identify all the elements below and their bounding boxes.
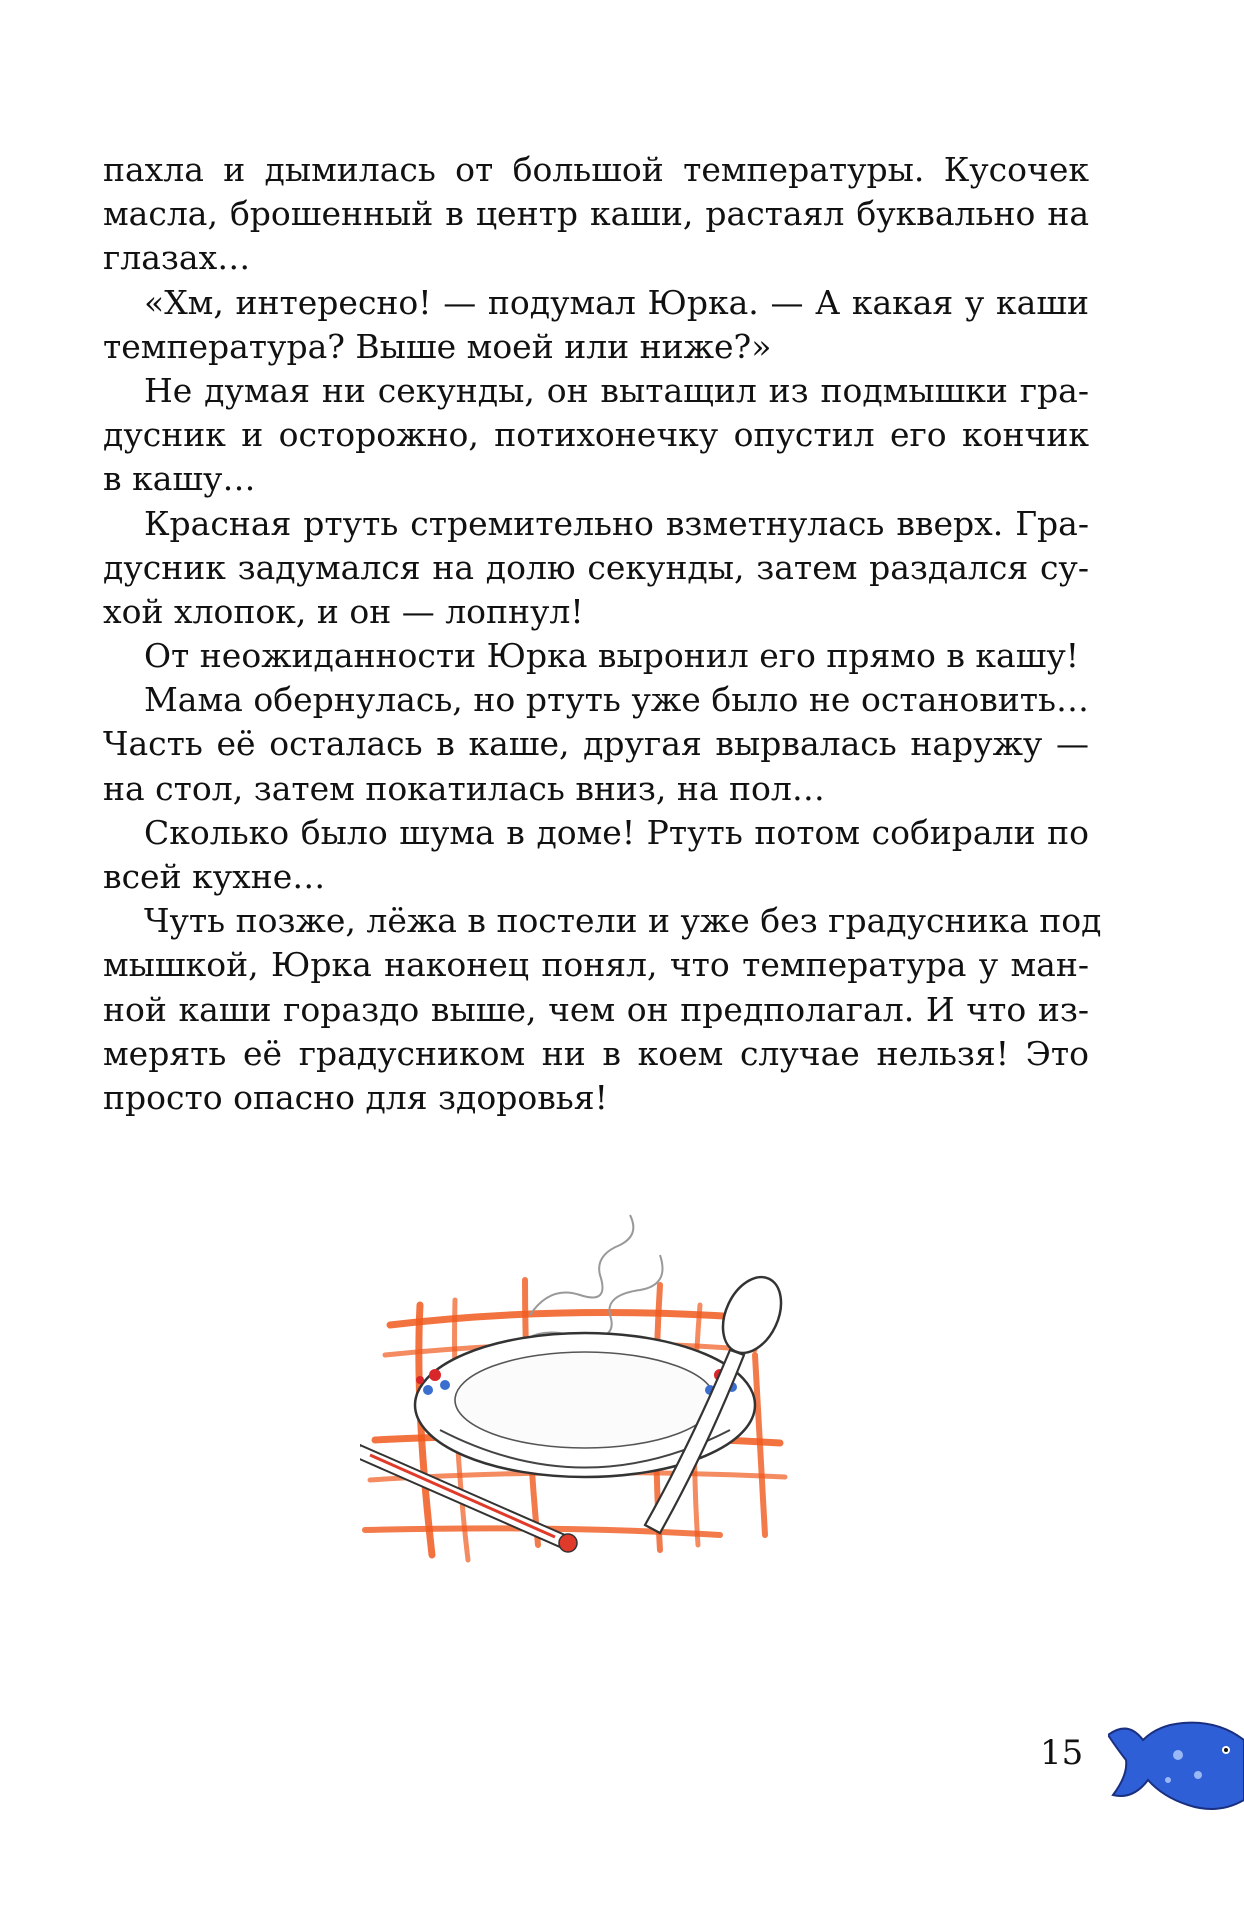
text-line: масла, брошенный в центр каши, растаял буквально на <box>103 194 1089 234</box>
text-line: Красная ртуть стремительно взметнулась вверх. Гра- <box>144 503 1089 543</box>
text-line: «Хм, интересно! — подумал Юрка. — А какая у каши <box>144 282 1089 322</box>
text-line: Мама обернулась, но ртуть уже было не остановить… <box>144 680 1089 720</box>
text-line: Часть её осталась в каше, другая вырвалась наружу — <box>103 724 1089 764</box>
text-line: дусник задумался на долю секунды, затем раздался су- <box>103 547 1089 587</box>
text-line: глазах… <box>103 238 251 278</box>
text-line: Не думая ни секунды, он вытащил из подмышки гра- <box>144 370 1089 410</box>
text-line: Сколько было шума в доме! Ртуть потом собирали по <box>144 812 1089 852</box>
text-line: в кашу… <box>103 459 256 499</box>
text-line: мышкой, Юрка наконец понял, что температура у ман- <box>103 945 1089 985</box>
text-line: дусник и осторожно, потихонечку опустил его кончик <box>103 415 1089 455</box>
text-line: Чуть позже, лёжа в постели и уже без градусника под <box>144 901 1102 941</box>
porridge-illustration <box>360 1205 810 1565</box>
text-line: на стол, затем покатилась вниз, на пол… <box>103 768 825 808</box>
text-line: всей кухне… <box>103 857 326 896</box>
text-line: температура? Выше моей или ниже?» <box>103 326 772 366</box>
text-line: мерять её градусником ни в коем случае нельзя! Это <box>103 1033 1089 1073</box>
text-line: хой хлопок, и он — лопнул! <box>103 591 584 631</box>
plate <box>415 1333 755 1477</box>
text-line: пахла и дымилась от большой температуры. Кусочек <box>103 150 1089 189</box>
blue-fish-icon <box>1108 1705 1244 1815</box>
page-number: 15 <box>1040 1733 1084 1773</box>
text-line: просто опасно для здоровья! <box>103 1077 608 1117</box>
body-text <box>103 148 1102 1120</box>
text-line: От неожиданности Юрка выронил его прямо в кашу! <box>144 636 1080 676</box>
text-line: ной каши гораздо выше, чем он предполагал. И что из- <box>103 989 1089 1029</box>
